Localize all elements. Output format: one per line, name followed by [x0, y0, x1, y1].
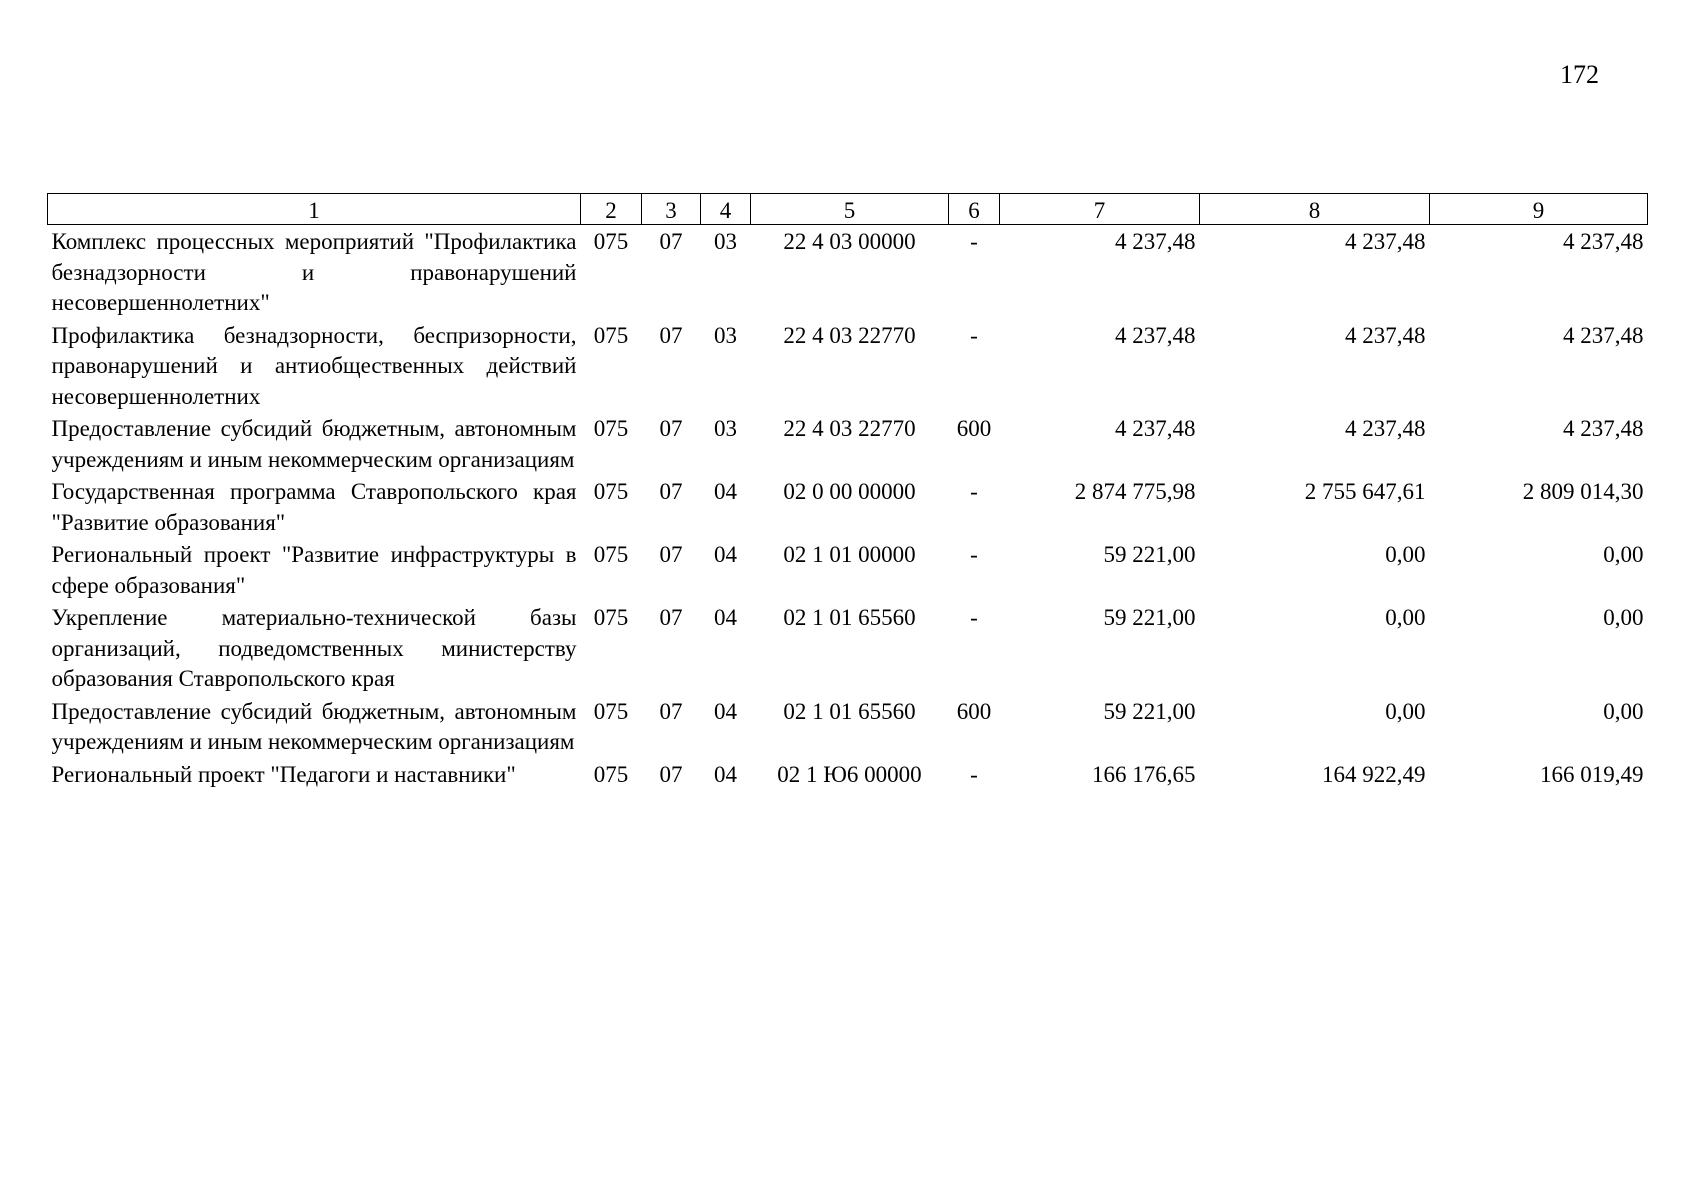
row-c2: 075	[593, 605, 629, 630]
row-c2: 075	[593, 698, 629, 724]
row-c7: 4 237,48	[1115, 229, 1196, 254]
row-c8: 4 237,48	[1345, 229, 1426, 254]
row-c5: 22 4 03 00000	[783, 229, 916, 254]
row-c9: 4 237,48	[1563, 229, 1644, 254]
header-cell-6: 6	[949, 194, 1000, 225]
table-row	[48, 695, 1648, 758]
row-c2: 075	[593, 322, 629, 348]
row-c3: 07	[659, 542, 683, 567]
row-name: Комплекс процессных мероприятий "Профилактика безнадзорности и правонарушений несовершеннолетних"	[51, 229, 577, 315]
row-name: Укрепление материально-технической базы организаций, подведомственных министерству образования Ставропольского края	[51, 605, 577, 691]
header-cell-4: 4	[701, 194, 751, 225]
row-c5: 02 1 01 00000	[783, 542, 916, 567]
row-c9: 4 237,48	[1563, 416, 1644, 441]
row-c5: 02 1 01 65560	[783, 605, 916, 630]
row-c6: -	[970, 542, 978, 567]
row-name: Региональный проект "Педагоги и наставники"	[51, 761, 516, 787]
row-c7: 4 237,48	[1115, 322, 1196, 348]
header-cell-7: 7	[1000, 194, 1200, 225]
row-c4: 04	[714, 542, 737, 567]
row-c5: 02 1 01 65560	[783, 698, 916, 724]
row-c9: 0,00	[1603, 542, 1644, 567]
row-c9: 0,00	[1603, 605, 1644, 630]
page-number: 172	[1560, 60, 1599, 89]
row-c7: 4 237,48	[1115, 416, 1196, 441]
table-row	[48, 225, 1648, 319]
row-c4: 03	[714, 322, 737, 348]
header-cell-5: 5	[751, 194, 949, 225]
row-c8: 164 922,49	[1322, 761, 1426, 787]
header-cell-2: 2	[581, 194, 642, 225]
row-c4: 04	[714, 761, 737, 787]
row-c4: 04	[714, 698, 737, 724]
header-row	[48, 194, 1648, 225]
row-c2: 075	[593, 479, 629, 504]
row-c6: -	[970, 605, 978, 630]
table-row	[48, 412, 1648, 475]
row-c5: 22 4 03 22770	[783, 416, 916, 441]
row-c6: 600	[956, 416, 992, 441]
row-c6: -	[970, 479, 978, 504]
row-name: Профилактика безнадзорности, беспризорности, правонарушений и антиобщественных действий несовершеннолетних	[51, 322, 577, 409]
row-c3: 07	[659, 322, 683, 348]
row-name: Предоставление субсидий бюджетным, автономным учреждениям и иным некоммерческим организациям	[51, 698, 577, 754]
row-c3: 07	[659, 761, 683, 787]
table-row	[48, 758, 1648, 791]
row-c5: 02 1 Ю6 00000	[777, 761, 922, 787]
row-c2: 075	[593, 761, 629, 787]
row-c5: 22 4 03 22770	[783, 322, 916, 348]
row-c8: 0,00	[1385, 542, 1426, 567]
row-c3: 07	[659, 416, 683, 441]
row-name: Государственная программа Ставропольского края "Развитие образования"	[51, 479, 577, 535]
row-c9: 166 019,49	[1540, 761, 1644, 787]
row-c7: 2 874 775,98	[1074, 479, 1196, 504]
table-row	[48, 538, 1648, 601]
row-c4: 04	[714, 605, 737, 630]
row-c7: 166 176,65	[1092, 761, 1196, 787]
row-c3: 07	[659, 605, 683, 630]
row-c3: 07	[659, 479, 683, 504]
header-cell-1: 1	[48, 194, 581, 225]
header-cell-9: 9	[1430, 194, 1648, 225]
table-row	[48, 475, 1648, 538]
table-row	[48, 601, 1648, 695]
row-name: Предоставление субсидий бюджетным, автономным учреждениям и иным некоммерческим организациям	[51, 416, 577, 472]
row-c6: -	[970, 761, 978, 787]
row-c6: -	[970, 229, 978, 254]
row-name: Региональный проект "Развитие инфраструктуры в сфере образования"	[51, 542, 577, 598]
row-c2: 075	[593, 416, 629, 441]
row-c8: 4 237,48	[1345, 322, 1426, 348]
row-c9: 0,00	[1603, 698, 1644, 724]
budget-table	[47, 193, 1648, 790]
row-c2: 075	[593, 229, 629, 254]
row-c4: 03	[714, 416, 737, 441]
row-c5: 02 0 00 00000	[783, 479, 916, 504]
row-c3: 07	[659, 229, 683, 254]
row-c6: 600	[956, 698, 992, 724]
row-c9: 2 809 014,30	[1522, 479, 1644, 504]
row-c4: 04	[714, 479, 737, 504]
row-c3: 07	[659, 698, 683, 724]
header-cell-3: 3	[642, 194, 701, 225]
row-c8: 0,00	[1385, 698, 1426, 724]
header-cell-8: 8	[1200, 194, 1430, 225]
row-c8: 4 237,48	[1345, 416, 1426, 441]
row-c8: 0,00	[1385, 605, 1426, 630]
row-c6: -	[970, 322, 978, 348]
row-c4: 03	[714, 229, 737, 254]
row-c9: 4 237,48	[1563, 322, 1644, 348]
row-c2: 075	[593, 542, 629, 567]
row-c7: 59 221,00	[1103, 605, 1196, 630]
table-row	[48, 319, 1648, 413]
row-c7: 59 221,00	[1103, 698, 1196, 724]
row-c7: 59 221,00	[1103, 542, 1196, 567]
row-c8: 2 755 647,61	[1304, 479, 1426, 504]
